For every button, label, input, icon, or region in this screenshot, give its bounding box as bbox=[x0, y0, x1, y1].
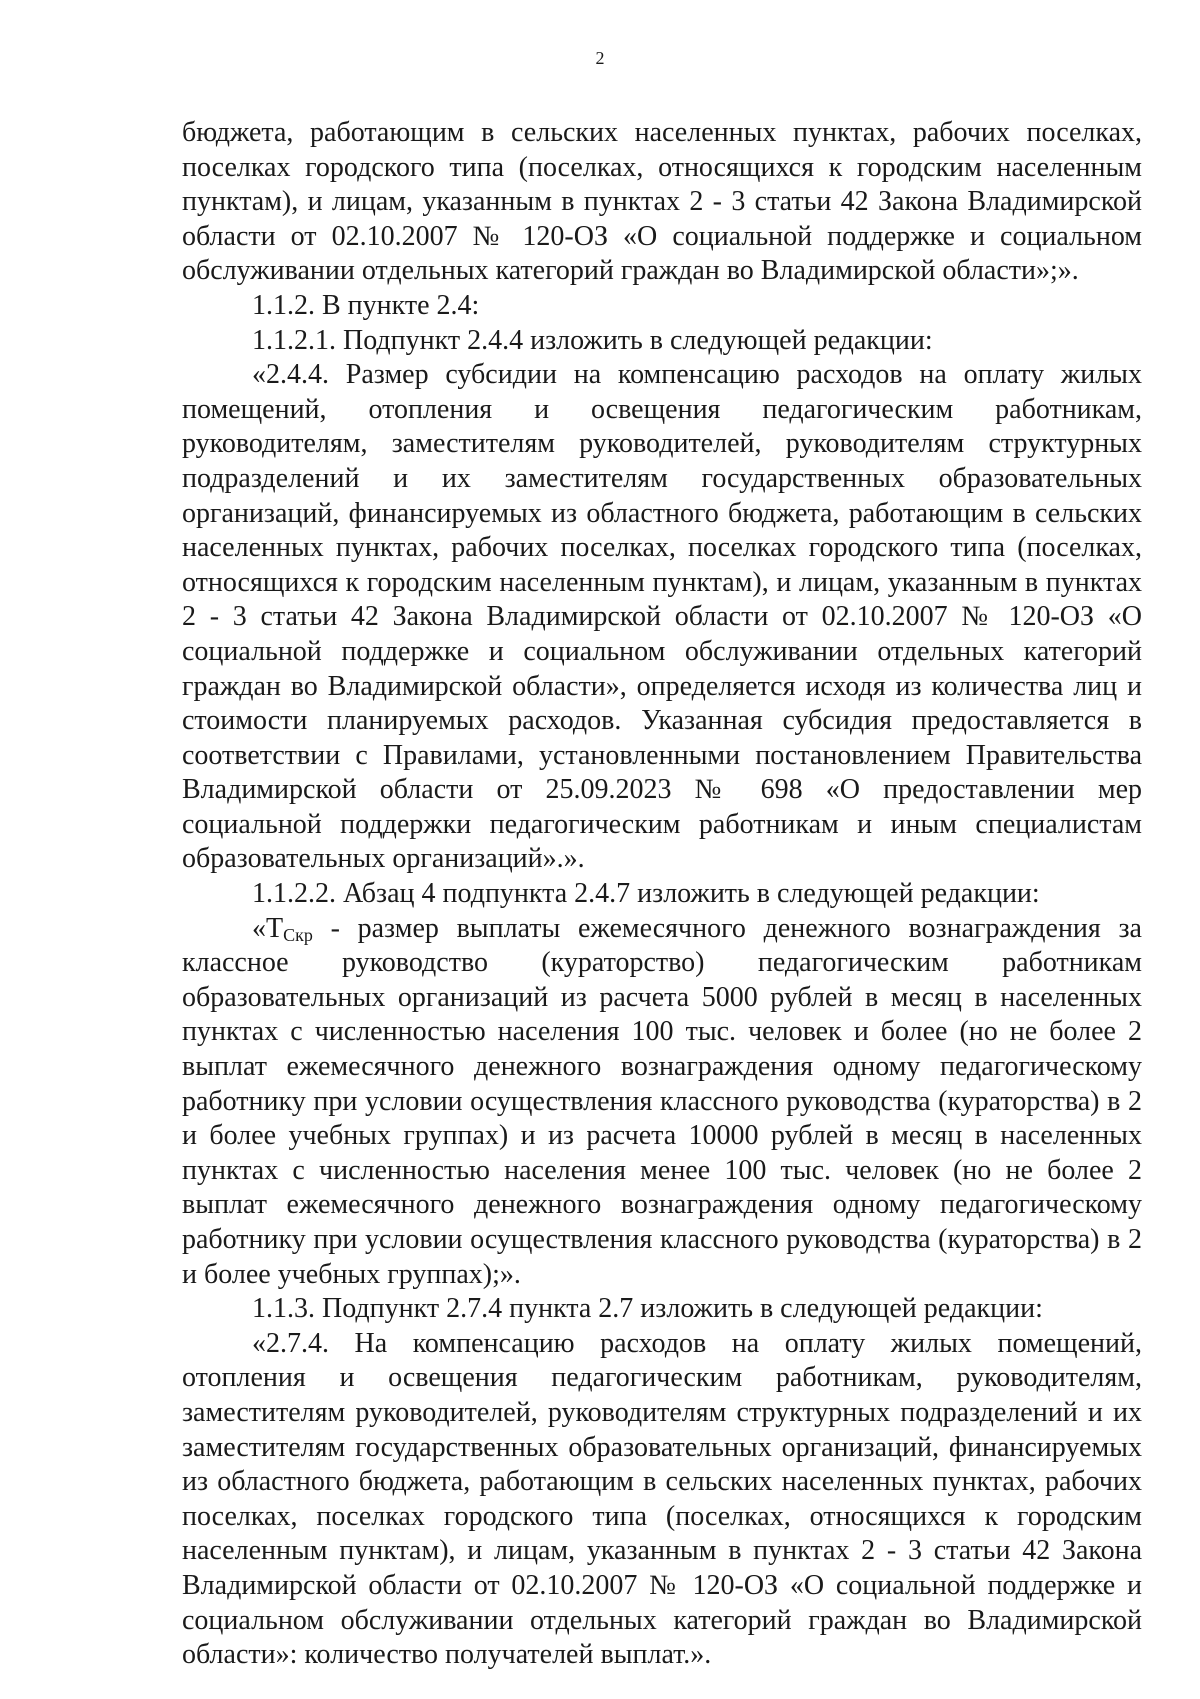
paragraph-2-7-4-text: «2.7.4. На компенсацию расходов на оплату жилых помещений, отопления и освещения педагогическим работникам, руководителям, заместителям руководителей, руководителям структурных подразделений и их заместителям государственных образовательных организаций, финансируемых из областного бюджета, работающим в сельских населенных пунктах, рабочих поселках, поселках городского типа (поселках, относящихся к городским населенным пунктам), и лицам, указанным в пунктах 2 - 3 статьи 42 Закона Владимирской области от 02.10.2007 № 120-ОЗ «О социальной поддержке и социальном обслуживании отдельных категорий граждан во Владимирской области»: количество получателей выплат.». bbox=[182, 1327, 1142, 1671]
paragraph-1-1-2-2: 1.1.2.2. Абзац 4 подпункта 2.4.7 изложить в следующей редакции: bbox=[252, 878, 1040, 910]
tsckr-subscript: Скр bbox=[283, 924, 313, 945]
tsckr-symbol: «Т bbox=[252, 912, 284, 944]
paragraph-1-1-2: 1.1.2. В пункте 2.4: bbox=[252, 289, 480, 321]
page-number: 2 bbox=[595, 48, 605, 68]
paragraph-1-1-2-1: 1.1.2.1. Подпункт 2.4.4 изложить в следующей редакции: bbox=[252, 324, 933, 356]
paragraph-tsckr-definition bbox=[182, 912, 1142, 1293]
document-body bbox=[182, 116, 1142, 1673]
paragraph-continuation: бюджета, работающим в сельских населенных пунктах, рабочих поселках, поселках городского типа (поселках, относящихся к городским населенным пунктам), и лицам, указанным в пунктах 2 - 3 статьи 42 Закона Владимирской области от 02.10.2007 № 120-ОЗ «О социальной поддержке и социальном обслуживании отдельных категорий граждан во Владимирской области»;». bbox=[182, 117, 1142, 287]
tsckr-definition-text: - размер выплаты ежемесячного денежного вознаграждения за классное руководство (кураторство) педагогическим работникам образовательных организаций из расчета 5000 рублей в месяц в населенных пунктах с численностью населения 100 тыс. человек и более (но не более 2 выплат ежемесячного денежного вознаграждения одному педагогическому работнику при условии осуществления классного руководства (кураторства) в 2 и более учебных группах) и из расчета 10000 рублей в месяц в населенных пунктах с численностью населения менее 100 тыс. человек (но не более 2 выплат ежемесячного денежного вознаграждения одному педагогическому работнику при условии осуществления классного руководства (кураторства) в 2 и более учебных группах);». bbox=[182, 912, 1142, 1290]
paragraph-1-1-3: 1.1.3. Подпункт 2.7.4 пункта 2.7 изложить в следующей редакции: bbox=[252, 1293, 1043, 1325]
paragraph-2-4-4-text: «2.4.4. Размер субсидии на компенсацию расходов на оплату жилых помещений, отопления и освещения педагогическим работникам, руководителям, заместителям руководителей, руководителям структурных подразделений и их заместителям государственных образовательных организаций, финансируемых из областного бюджета, работающим в сельских населенных пунктах, рабочих поселках, поселках городского типа (поселках, относящихся к городским населенным пунктам), и лицам, указанным в пунктах 2 - 3 статьи 42 Закона Владимирской области от 02.10.2007 № 120-ОЗ «О социальной поддержке и социальном обслуживании отдельных категорий граждан во Владимирской области», определяется исходя из количества лиц и стоимости планируемых расходов. Указанная субсидия предоставляется в соответствии с Правилами, установленными постановлением Правительства Владимирской области от 25.09.2023 № 698 «О предоставлении мер социальной поддержки педагогическим работникам и иным специалистам образовательных организаций».». bbox=[182, 359, 1142, 875]
